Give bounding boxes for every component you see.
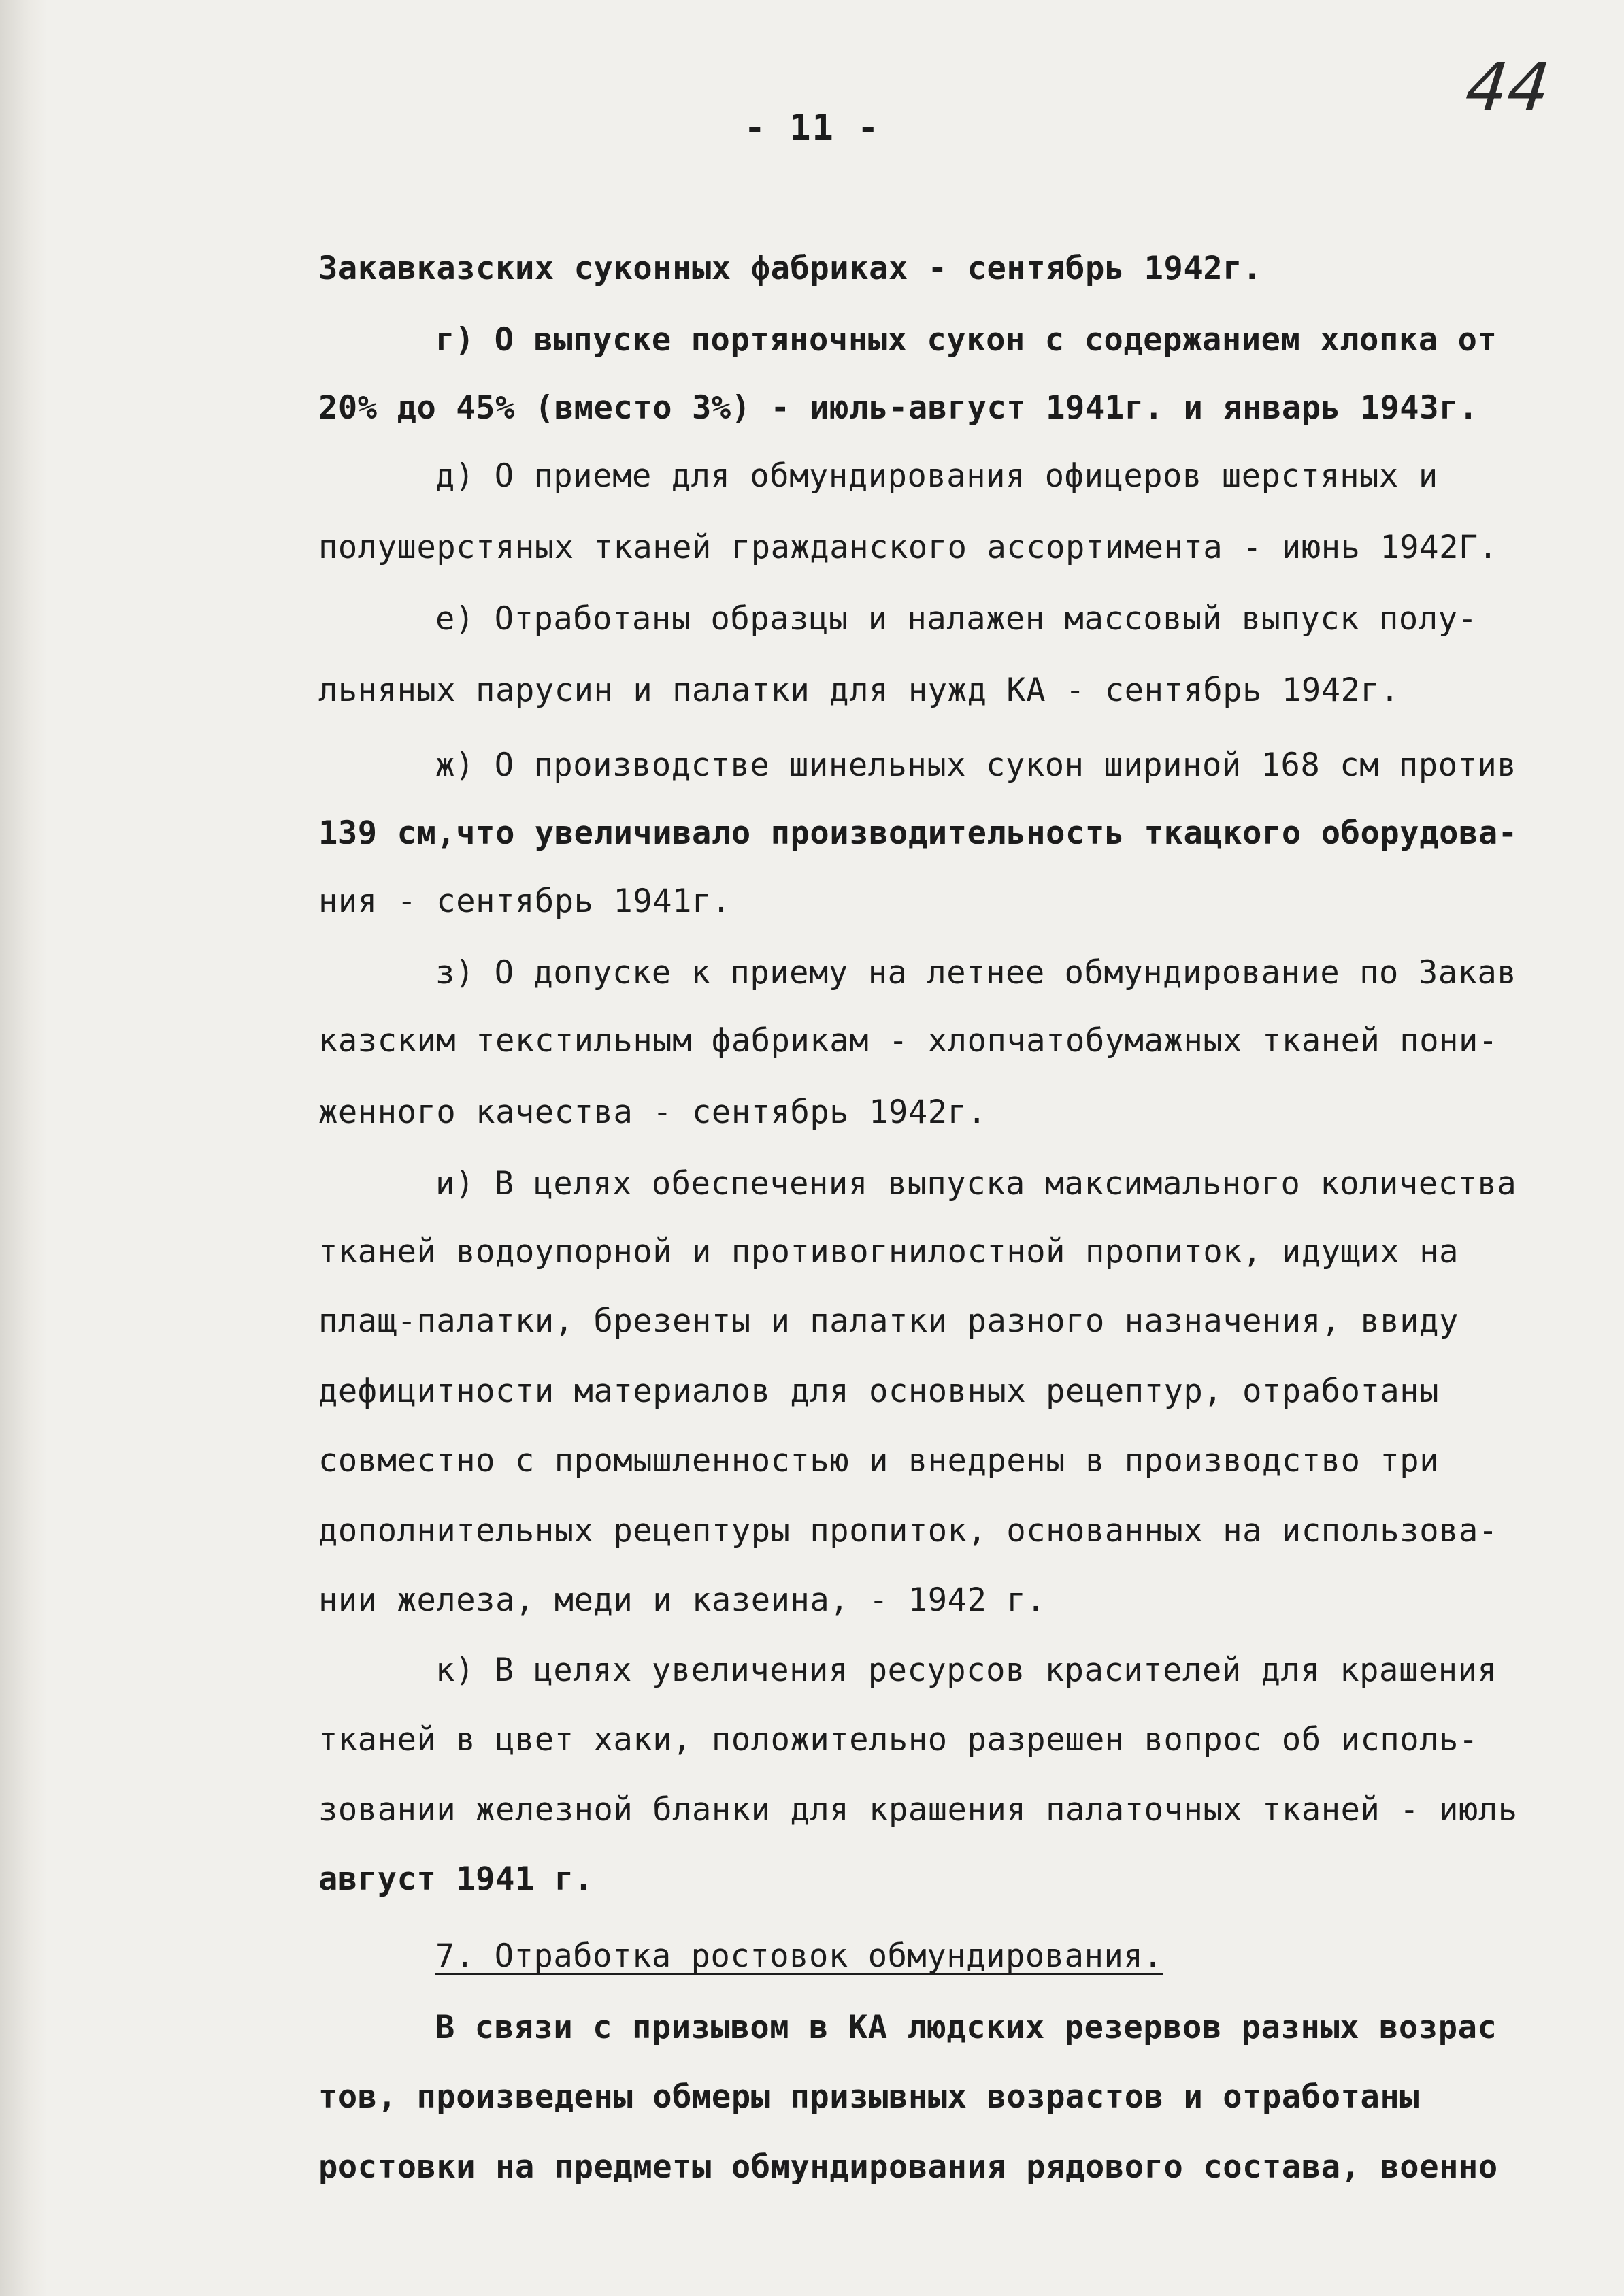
text-line: ния - сентябрь 1941г. [318, 883, 731, 920]
text-line: 139 см,что увеличивало производительность ткацкого оборудова- [318, 815, 1518, 852]
text-line: льняных парусин и палатки для нужд КА - сентябрь 1942г. [318, 672, 1400, 709]
text-line: з) О допуске к приему на летнее обмундирование по Закав [435, 954, 1517, 991]
archive-page-number: 44 [1462, 49, 1554, 125]
text-line: совместно с промышленностью и внедрены в производство три [318, 1442, 1440, 1479]
text-line: ростовки на предметы обмундирования рядового состава, военно [318, 2148, 1498, 2186]
text-line: и) В целях обеспечения выпуска максимального количества [435, 1165, 1517, 1202]
text-line: д) О приеме для обмундирования офицеров шерстяных и [435, 457, 1438, 495]
text-line: плащ-палатки, брезенты и палатки разного назначения, ввиду [318, 1302, 1459, 1340]
text-line: полушерстяных тканей гражданского ассортимента - июнь 1942Г. [318, 529, 1498, 566]
section-heading: 7. Отработка ростовок обмундирования. [435, 1937, 1163, 1975]
page-number: - 11 - [744, 108, 880, 148]
text-line: дополнительных рецептуры пропиток, основанных на использова- [318, 1512, 1498, 1549]
text-line: 20% до 45% (вместо 3%) - июль-август 1941г. и январь 1943г. [318, 389, 1478, 427]
text-line: г) О выпуске портяночных сукон с содержанием хлопка от [435, 321, 1497, 359]
text-line: ж) О производстве шинельных сукон шириной 168 см против [435, 747, 1517, 784]
text-line: Закавказских суконных фабриках - сентябрь 1942г. [318, 250, 1263, 287]
text-line: зовании железной бланки для крашения палаточных тканей - июль [318, 1791, 1518, 1828]
text-line: е) Отработаны образцы и налажен массовый выпуск полу- [435, 600, 1478, 638]
scan-edge [0, 0, 48, 2296]
text-line: нии железа, меди и казеина, - 1942 г. [318, 1581, 1046, 1619]
text-line: август 1941 г. [318, 1860, 594, 1898]
text-line: к) В целях увеличения ресурсов красителей для крашения [435, 1652, 1497, 1689]
text-line: тканей водоупорной и противогнилостной пропиток, идущих на [318, 1233, 1459, 1270]
text-line: тканей в цвет хаки, положительно разрешен вопрос об исполь- [318, 1721, 1478, 1758]
text-line: В связи с призывом в КА людских резервов разных возрас [435, 2009, 1497, 2046]
text-line: дефицитности материалов для основных рецептур, отработаны [318, 1373, 1440, 1410]
text-line: женного качества - сентябрь 1942г. [318, 1094, 987, 1131]
text-line: казским текстильным фабрикам - хлопчатобумажных тканей пони- [318, 1022, 1498, 1060]
text-line: тов, произведены обмеры призывных возрастов и отработаны [318, 2078, 1420, 2116]
